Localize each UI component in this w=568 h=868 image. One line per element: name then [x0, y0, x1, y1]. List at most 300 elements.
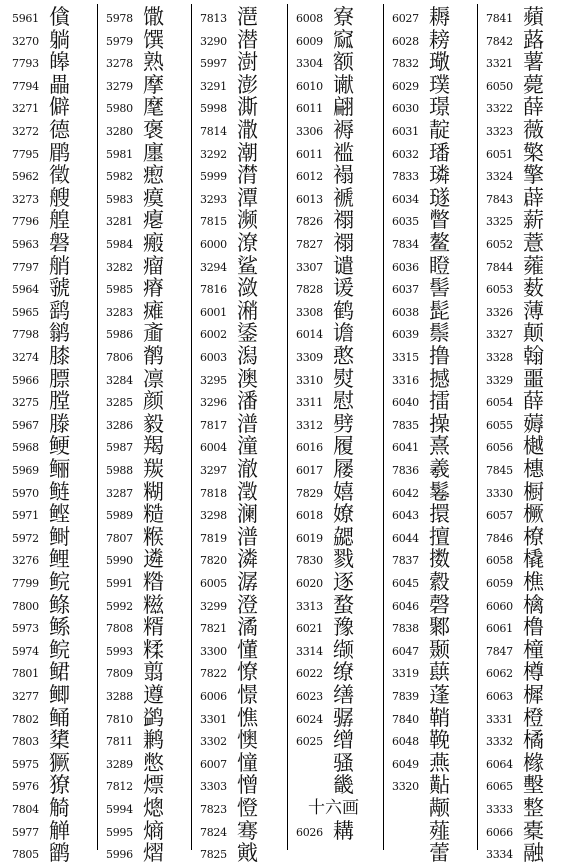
entry-number: 6022	[296, 667, 323, 681]
entry-character: 颞	[429, 637, 450, 662]
entry-number: 3277	[12, 690, 39, 703]
entry-number: 7838	[392, 622, 419, 636]
entry-character: 鹡	[143, 344, 164, 368]
entry-number: 3273	[12, 192, 39, 206]
entry-number: 3303	[200, 780, 227, 794]
entry-number: 3300	[200, 644, 227, 658]
entry-number: 3276	[12, 554, 39, 568]
entry-character: 潋	[237, 276, 258, 301]
entry-character: 蕗	[523, 27, 544, 52]
entry-number: 5990	[106, 554, 133, 568]
entry-number: 3323	[486, 125, 513, 138]
entry-number: 6061	[486, 622, 513, 636]
entry-number: 6041	[392, 441, 419, 455]
entry-character: 潽	[237, 524, 258, 549]
entry-number: 7835	[392, 418, 419, 432]
entry-number: 3270	[12, 34, 39, 48]
entry-number: 7806	[106, 351, 133, 364]
entry-character: 躺	[49, 27, 70, 52]
entry-character: 缭	[333, 660, 354, 685]
entry-character: 翰	[523, 344, 544, 368]
entry-number: 3306	[296, 125, 323, 138]
entry-number: 6046	[392, 599, 419, 613]
entry-character: 廛	[143, 140, 164, 165]
entry-number: 3282	[106, 260, 133, 274]
entry-character: 璠	[429, 140, 450, 165]
entry-character: 糈	[143, 615, 164, 640]
entry-number: 7805	[12, 848, 39, 862]
entry-character: 寮	[333, 5, 354, 29]
entry-number: 6063	[486, 690, 513, 703]
entry-character: 慰	[333, 389, 354, 414]
entry-character: 鲢	[49, 479, 70, 504]
entry-character: 蓬	[429, 683, 450, 707]
entry-number: 3327	[486, 328, 513, 342]
entry-number: 6006	[200, 690, 227, 703]
entry-character: 滕	[49, 411, 70, 436]
entry-number: 6012	[296, 170, 323, 184]
entry-character: 嫽	[333, 502, 354, 527]
entry-character: 谖	[333, 276, 354, 301]
entry-character: 耪	[429, 27, 450, 52]
entry-number: 3292	[200, 147, 227, 161]
entry-number: 6040	[392, 396, 419, 410]
entry-number: 7804	[12, 803, 39, 816]
entry-number: 3285	[106, 396, 133, 410]
entry-character: 禤	[333, 208, 354, 233]
entry-character: 鹣	[143, 728, 164, 753]
entry-number: 3299	[200, 599, 227, 613]
entry-character: 羰	[143, 457, 164, 481]
entry-character: 膛	[49, 389, 70, 414]
entry-character: 谴	[333, 253, 354, 278]
entry-number: 7797	[12, 260, 39, 274]
entry-character: 僋	[49, 5, 70, 29]
entry-number: 5977	[12, 825, 39, 839]
entry-number: 7847	[486, 644, 513, 658]
entry-number: 5985	[106, 283, 133, 297]
entry-character: 髻	[429, 276, 450, 301]
entry-character: 橼	[523, 750, 544, 775]
entry-number: 3286	[106, 418, 133, 432]
entry-character: 璞	[429, 72, 450, 97]
entry-number: 7816	[200, 283, 227, 297]
entry-number: 3297	[200, 464, 227, 477]
entry-character: 瞥	[429, 208, 450, 233]
entry-character: 潘	[237, 389, 258, 414]
entry-character: 瘼	[143, 185, 164, 210]
entry-character: 熟	[143, 50, 164, 75]
entry-number: 3284	[106, 373, 133, 387]
entry-number: 6031	[392, 125, 419, 138]
entry-number: 5982	[106, 170, 133, 184]
entry-number: 3324	[486, 170, 513, 184]
entry-number: 3271	[12, 102, 39, 116]
entry-character: 鲧	[49, 615, 70, 640]
entry-character: 畾	[49, 72, 70, 97]
entry-character: 憭	[237, 660, 258, 685]
entry-number: 5999	[200, 170, 227, 184]
entry-character: 薨	[523, 72, 544, 97]
entry-character: 逐	[333, 570, 354, 594]
entry-number: 7813	[200, 12, 227, 25]
entry-character: 瞪	[429, 253, 450, 278]
entry-character: 戮	[333, 547, 354, 572]
entry-character: 鞔	[429, 728, 450, 753]
entry-number: 5994	[106, 803, 133, 816]
entry-character: 艄	[49, 253, 70, 278]
entry-number: 6007	[200, 757, 227, 771]
entry-number: 5978	[106, 12, 133, 25]
entry-number: 6055	[486, 418, 513, 432]
entry-number: 5962	[12, 170, 39, 184]
entry-character: 髭	[429, 298, 450, 323]
entry-number: 7840	[392, 712, 419, 726]
entry-character: 擎	[523, 163, 544, 188]
entry-number: 6047	[392, 644, 419, 658]
entry-number: 7819	[200, 531, 227, 545]
entry-character: 觯	[49, 818, 70, 843]
entry-number: 7820	[200, 554, 227, 568]
entry-character: 憬	[237, 683, 258, 707]
entry-character: 膘	[49, 366, 70, 391]
entry-number: 6025	[296, 735, 323, 749]
entry-number: 5996	[106, 848, 133, 862]
entry-number: 5984	[106, 238, 133, 251]
entry-number: 5991	[106, 577, 133, 590]
entry-number: 6021	[296, 622, 323, 636]
entry-character: 鲩	[49, 570, 70, 594]
entry-number: 5980	[106, 102, 133, 116]
entry-number: 5971	[12, 509, 39, 523]
entry-number: 7843	[486, 192, 513, 206]
entry-number: 6016	[296, 441, 323, 455]
entry-character: 潟	[237, 344, 258, 368]
entry-character: 橘	[523, 728, 544, 753]
entry-character: 薜	[523, 185, 544, 210]
entry-character: 蘋	[523, 5, 544, 29]
entry-character: 擂	[429, 389, 450, 414]
entry-number: 6003	[200, 351, 227, 364]
entry-character: 獠	[49, 773, 70, 798]
entry-character: 鄹	[429, 615, 450, 640]
entry-number: 7832	[392, 57, 419, 71]
entry-number: 3319	[392, 667, 419, 681]
entry-character: 擅	[429, 524, 450, 549]
entry-character: 撸	[429, 344, 450, 368]
entry-number: 3322	[486, 102, 513, 116]
entry-number: 5968	[12, 441, 39, 455]
entry-number: 6038	[392, 305, 419, 319]
entry-number: 6064	[486, 757, 513, 771]
entry-character: 糌	[143, 570, 164, 594]
entry-character: 憨	[333, 344, 354, 368]
entry-number: 3328	[486, 351, 513, 364]
entry-character: 翩	[333, 95, 354, 120]
entry-number: 6034	[392, 192, 419, 206]
entry-character: 熨	[333, 366, 354, 391]
entry-number: 5989	[106, 509, 133, 523]
entry-number: 3294	[200, 260, 227, 274]
entry-number: 5967	[12, 418, 39, 432]
entry-character: 褥	[333, 118, 354, 142]
entry-number: 3333	[486, 803, 513, 816]
entry-number: 6053	[486, 283, 513, 297]
entry-number: 7821	[200, 622, 227, 636]
entry-number: 6036	[392, 260, 419, 274]
entry-number: 6066	[486, 825, 513, 839]
entry-character: 墼	[523, 773, 544, 798]
entry-number: 5973	[12, 622, 39, 636]
entry-character: 薤	[429, 818, 450, 843]
entry-number: 5965	[12, 305, 39, 319]
entry-number: 6065	[486, 780, 513, 794]
entry-character: 潜	[237, 27, 258, 52]
entry-number: 7836	[392, 464, 419, 477]
entry-number: 3334	[486, 848, 513, 862]
entry-number: 7824	[200, 825, 227, 839]
entry-character: 蕾	[429, 841, 450, 866]
entry-number: 7818	[200, 486, 227, 500]
entry-number: 6043	[392, 509, 419, 523]
character-entry	[480, 840, 568, 868]
entry-character: 懊	[237, 728, 258, 753]
entry-number: 3329	[486, 373, 513, 387]
entry-number: 7829	[296, 486, 323, 500]
entry-number: 6035	[392, 215, 419, 229]
entry-number: 7801	[12, 667, 39, 681]
entry-character: 蝥	[333, 592, 354, 617]
entry-number: 3275	[12, 396, 39, 410]
entry-character: 褟	[333, 163, 354, 188]
entry-number: 3279	[106, 79, 133, 93]
entry-number: 3298	[200, 509, 227, 523]
entry-character: 熹	[429, 434, 450, 459]
entry-character: 璟	[429, 95, 450, 120]
entry-character: 潾	[237, 547, 258, 572]
entry-character: 濒	[237, 208, 258, 233]
entry-character: 凛	[143, 366, 164, 391]
entry-character: 骞	[237, 818, 258, 843]
entry-number: 3308	[296, 305, 323, 319]
entry-character: 檠	[523, 140, 544, 165]
entry-number: 3278	[106, 57, 133, 71]
entry-character: 鲨	[237, 253, 258, 278]
entry-number: 6023	[296, 690, 323, 703]
entry-character: 膝	[49, 344, 70, 368]
character-entry	[386, 840, 480, 868]
entry-number: 5969	[12, 464, 39, 477]
entry-character: 鹟	[49, 321, 70, 346]
entry-number: 7822	[200, 667, 227, 681]
entry-number: 6004	[200, 441, 227, 455]
entry-character: 澍	[237, 50, 258, 75]
entry-character: 靛	[429, 118, 450, 142]
entry-number: 6050	[486, 79, 513, 93]
entry-number: 6060	[486, 599, 513, 613]
character-entry	[6, 840, 100, 868]
entry-number: 3295	[200, 373, 227, 387]
character-entry	[100, 840, 194, 868]
entry-character: 蕹	[523, 253, 544, 278]
entry-number: 3307	[296, 260, 323, 274]
entry-character: 澌	[237, 95, 258, 120]
entry-number: 3320	[392, 780, 419, 794]
entry-character: 潵	[237, 118, 258, 142]
entry-number: 3310	[296, 373, 323, 387]
entry-number: 7814	[200, 125, 227, 138]
entry-character: 馓	[143, 5, 164, 29]
entry-number: 3290	[200, 34, 227, 48]
entry-character: 糇	[143, 524, 164, 549]
entry-number: 6057	[486, 509, 513, 523]
entry-number: 7799	[12, 577, 39, 590]
entry-number: 7834	[392, 238, 419, 251]
entry-number: 3331	[486, 712, 513, 726]
entry-number: 7846	[486, 531, 513, 545]
entry-character: 骣	[333, 705, 354, 730]
entry-number: 3332	[486, 735, 513, 749]
entry-number: 6011	[296, 102, 323, 116]
entry-character: 噩	[523, 366, 544, 391]
entry-number: 7796	[12, 215, 39, 229]
entry-number: 6019	[296, 531, 323, 545]
entry-character: 耩	[333, 818, 354, 843]
entry-number: 6002	[200, 328, 227, 342]
entry-number: 6013	[296, 192, 323, 206]
entry-number: 6028	[392, 34, 419, 48]
entry-number: 3330	[486, 486, 513, 500]
entry-character: 樾	[523, 434, 544, 459]
entry-character: 橙	[523, 705, 544, 730]
entry-character: 屦	[333, 457, 354, 481]
entry-number: 6032	[392, 147, 419, 161]
entry-character: 觭	[49, 796, 70, 820]
entry-number: 7794	[12, 79, 39, 93]
entry-number: 6059	[486, 577, 513, 590]
entry-number: 6029	[392, 79, 419, 93]
entry-number: 5992	[106, 599, 133, 613]
entry-number: 6011	[296, 147, 323, 161]
entry-character: 鹢	[143, 705, 164, 730]
entry-character: 毅	[143, 411, 164, 436]
entry-character: 薄	[523, 298, 544, 323]
entry-number: 6009	[296, 34, 323, 48]
entry-character: 徵	[49, 163, 70, 188]
entry-character: 潺	[237, 570, 258, 594]
entry-character: 戭	[237, 841, 258, 866]
entry-character: 橑	[523, 524, 544, 549]
entry-character: 橞	[523, 457, 544, 481]
entry-number: 7823	[200, 803, 227, 816]
entry-number: 7809	[106, 667, 133, 681]
entry-character: 潸	[237, 163, 258, 188]
entry-character: 糍	[143, 592, 164, 617]
entry-number: 6054	[486, 396, 513, 410]
entry-number: 7798	[12, 328, 39, 342]
entry-number: 6024	[296, 712, 323, 726]
entry-character: 瘤	[143, 253, 164, 278]
entry-number: 6020	[296, 577, 323, 590]
entry-number: 6042	[392, 486, 419, 500]
entry-character: 潮	[237, 140, 258, 165]
entry-number: 5997	[200, 57, 227, 71]
entry-character: 瘛	[143, 163, 164, 188]
entry-character: 蕻	[429, 660, 450, 685]
entry-number: 6051	[486, 147, 513, 161]
entry-character: 齑	[143, 321, 164, 346]
entry-character: 薛	[523, 389, 544, 414]
entry-number: 7808	[106, 622, 133, 636]
entry-character: 薅	[523, 411, 544, 436]
entry-character: 畿	[333, 773, 354, 798]
entry-character: 潖	[237, 5, 258, 29]
entry-character: 熠	[143, 841, 164, 866]
entry-character: 艎	[49, 208, 70, 233]
entry-number: 6056	[486, 441, 513, 455]
entry-number: 7845	[486, 464, 513, 477]
table-column	[386, 4, 480, 866]
entry-character: 遴	[143, 547, 164, 572]
entry-character: 履	[333, 434, 354, 459]
entry-number: 6008	[296, 12, 323, 25]
entry-character: 璥	[429, 50, 450, 75]
table-column	[6, 4, 100, 866]
entry-number: 7817	[200, 418, 227, 432]
entry-character: 潽	[237, 411, 258, 436]
entry-character: 鹤	[333, 298, 354, 323]
entry-number: 5987	[106, 441, 133, 455]
entry-character: 鹛	[49, 140, 70, 165]
entry-number: 7793	[12, 57, 39, 71]
entry-number: 5981	[106, 147, 133, 161]
entry-number: 7844	[486, 260, 513, 274]
entry-character: 澳	[237, 366, 258, 391]
entry-number: 3326	[486, 305, 513, 319]
entry-number: 6010	[296, 79, 323, 93]
entry-character: 樨	[523, 683, 544, 707]
entry-character: 橐	[523, 818, 544, 843]
entry-character: 薯	[523, 50, 544, 75]
entry-number: 5975	[12, 757, 39, 771]
entry-number: 7803	[12, 735, 39, 749]
entry-character: 鹞	[49, 298, 70, 323]
entry-character: 鲬	[49, 705, 70, 730]
entry-number: 3315	[392, 351, 419, 364]
entry-number: 5964	[12, 283, 39, 297]
entry-character: 鹠	[49, 841, 70, 866]
entry-number: 3281	[106, 215, 133, 229]
entry-character: 橇	[523, 547, 544, 572]
entry-character: 额	[333, 50, 354, 75]
entry-number: 6014	[296, 328, 323, 342]
entry-character: 憔	[237, 705, 258, 730]
entry-character: 麾	[143, 95, 164, 120]
entry-character: 橥	[49, 728, 70, 753]
entry-number: 3304	[296, 57, 323, 71]
entry-character: 鬃	[429, 321, 450, 346]
entry-character: 糊	[143, 479, 164, 504]
entry-character: 擞	[429, 547, 450, 572]
entry-number: 6039	[392, 328, 419, 342]
entry-number: 7833	[392, 170, 419, 184]
entry-character: 橦	[523, 637, 544, 662]
entry-number: 6030	[392, 102, 419, 116]
entry-character: 褴	[333, 140, 354, 165]
entry-number: 7812	[106, 780, 133, 794]
entry-character: 劈	[333, 411, 354, 436]
entry-number: 7841	[486, 12, 513, 25]
